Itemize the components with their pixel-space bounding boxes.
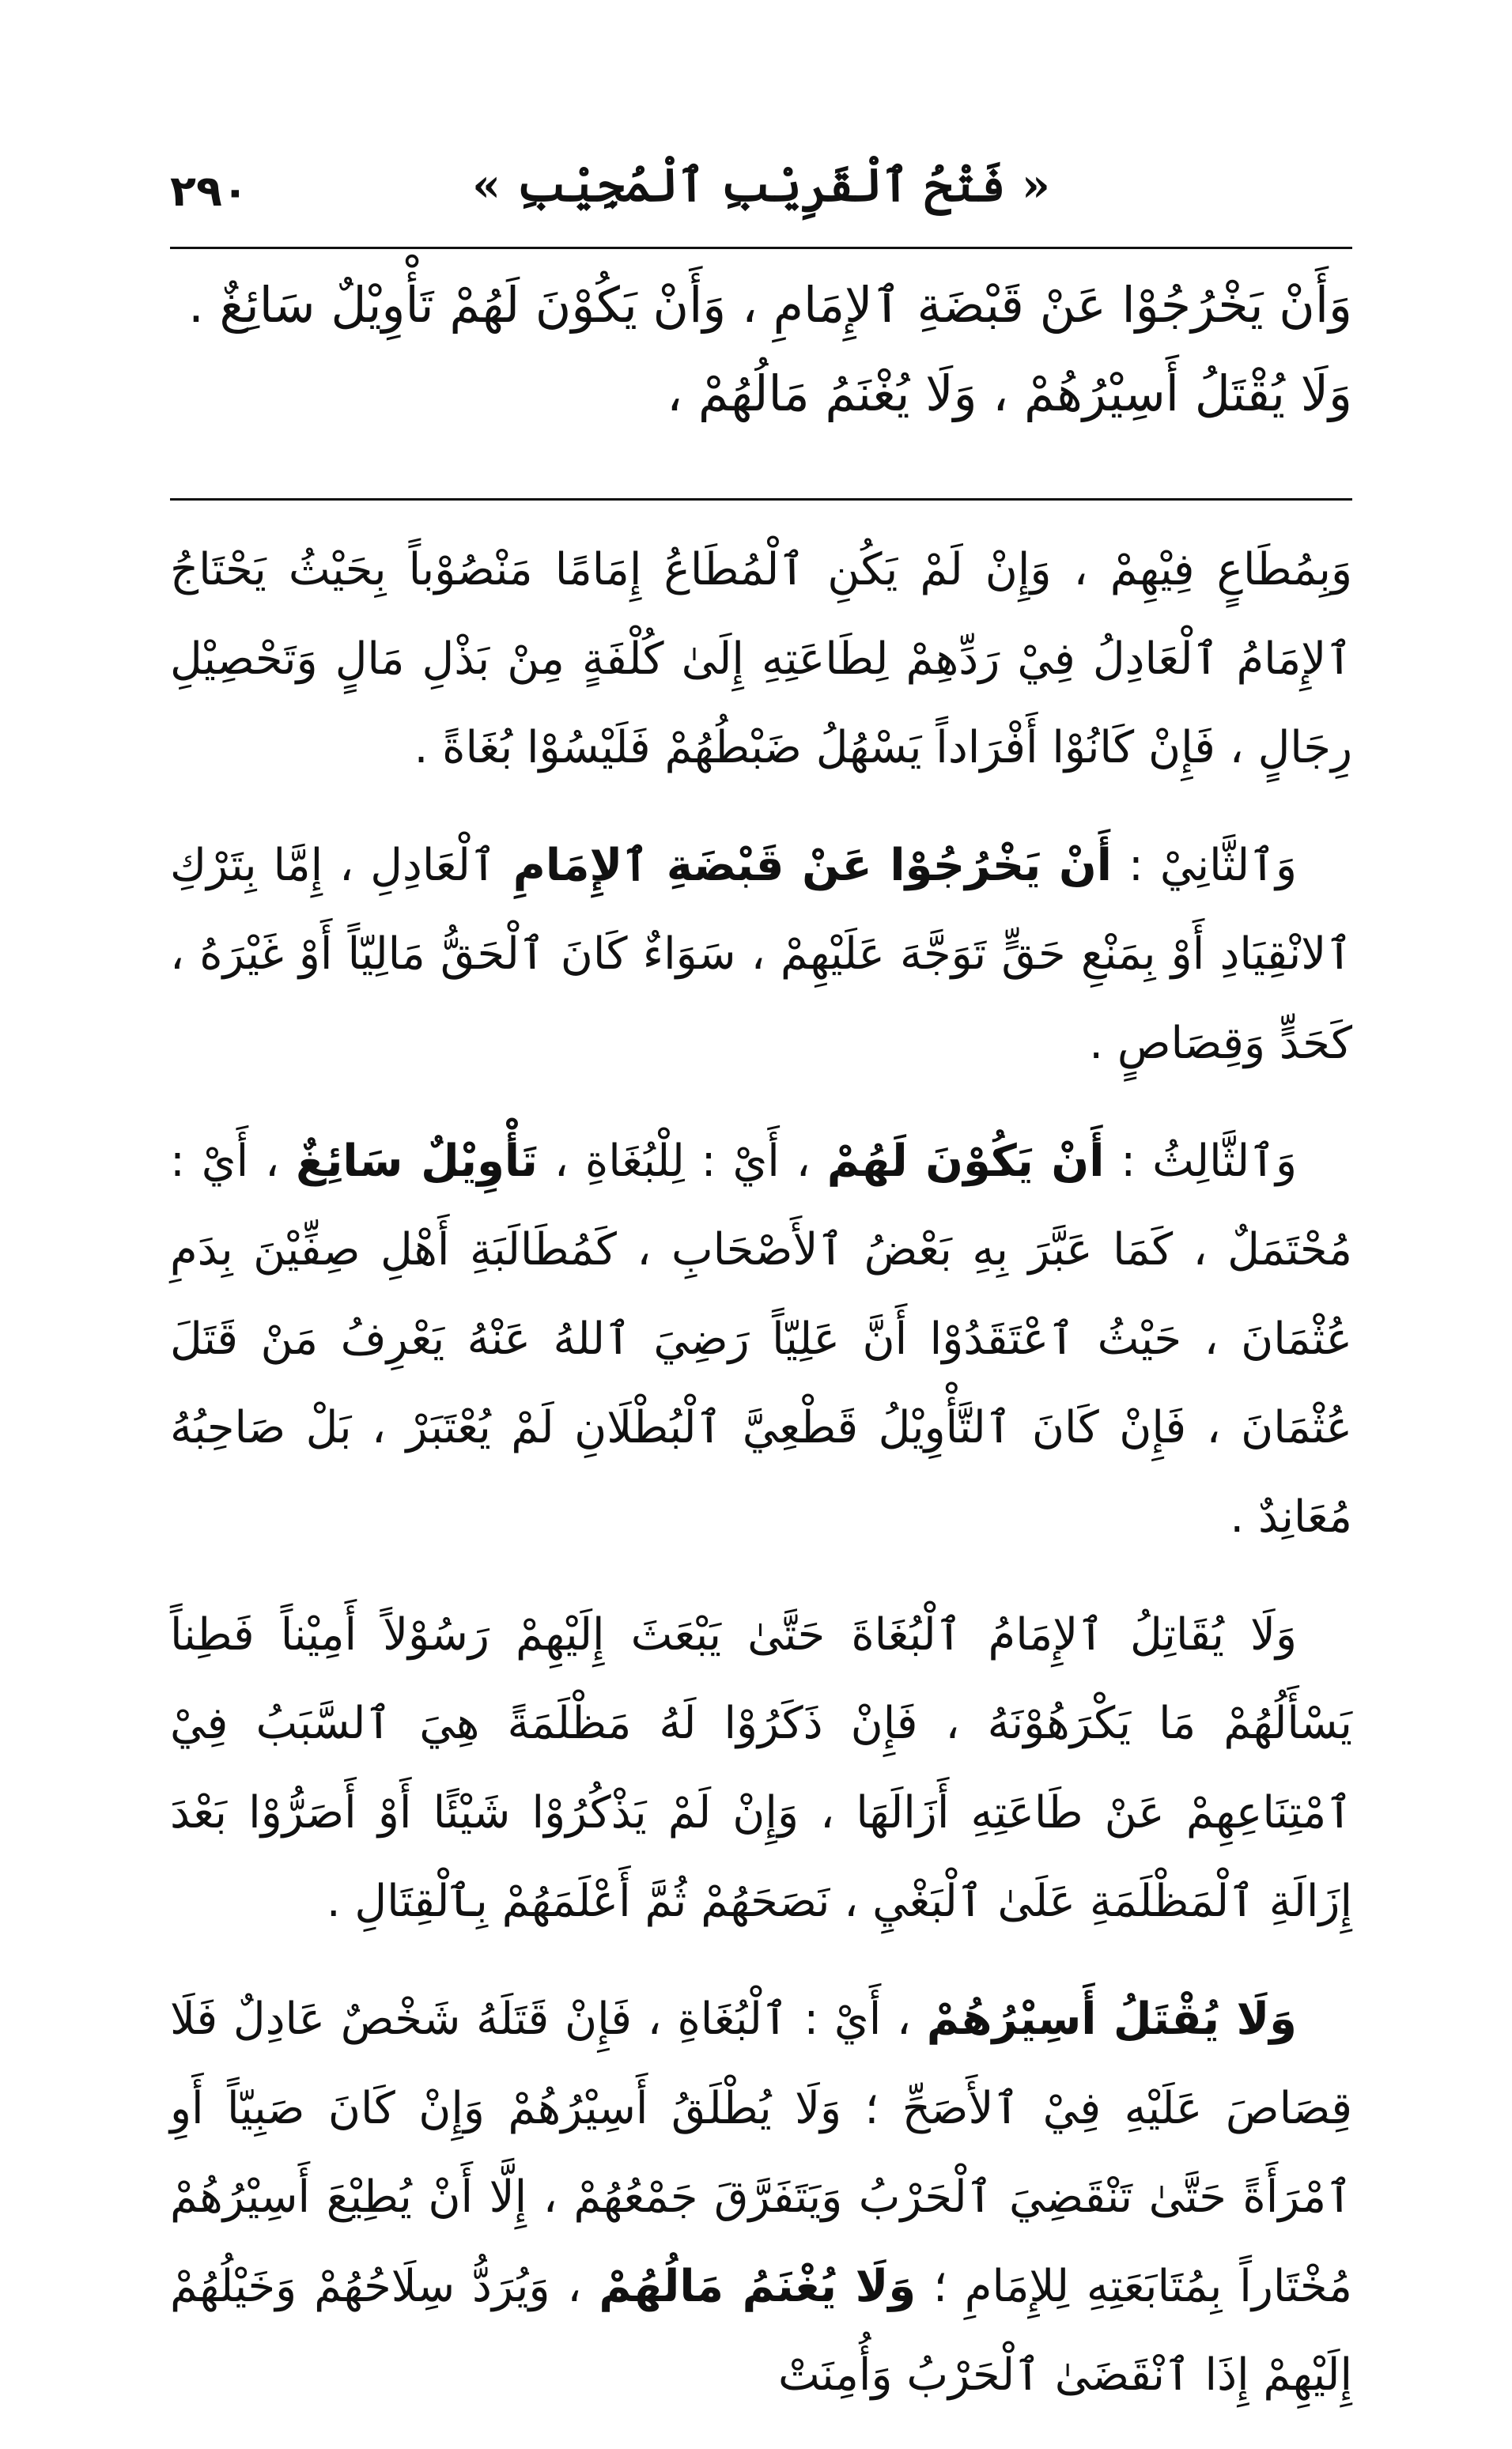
paragraph-3-lead: وَٱلثَّالِثُ : [1104, 1135, 1298, 1187]
paragraph-5-matn-quote-2: وَلَا يُغْنَمُ مَالُهُمْ [599, 2260, 917, 2312]
header-rule [170, 247, 1352, 249]
paragraph-5-text-1: ، أَيْ : ٱلْبُغَاةِ ، فَإِنْ قَتَلَهُ شَخْصٌ عَادِلٌ فَلَا قِصَاصَ عَلَيْهِ فِيْ ٱلأَصَحِّ ؛ وَلَا يُطْلَقُ أَسِيْرُهُمْ وَإِنْ كَانَ صَبِيّاً أَوِ ٱمْرَأَةً حَتَّىٰ تَنْقَضِيَ ٱلْحَرْبُ وَيَتَفَرَّقَ جَمْعُهُمْ ، إِلَّا أَنْ يُطِيْعَ أَسِيْرُهُمْ مُخْتَاراً بِمُتَابَعَتِهِ لِلإِمَامِ ؛ [170, 1993, 1352, 2312]
paragraph-5 [170, 1975, 1352, 2421]
paragraph-5-matn-quote-1: وَلَا يُقْتَلُ أَسِيْرُهُمْ [926, 1993, 1297, 2045]
paragraph-2-lead: وَٱلثَّانِيْ : [1112, 839, 1298, 891]
matn-line-1: وَأَنْ يَخْرُجُوْا عَنْ قَبْضَةِ ٱلإِمَامِ ، وَأَنْ يَكُوْنَ لَهُمْ تَأْوِيْلٌ سَائِغٌ . [188, 276, 1352, 334]
page-number: ٢٩٠ [170, 166, 248, 216]
paragraph-3-matn-quote-2: تَأْوِيْلٌ سَائِغٌ [296, 1135, 538, 1187]
paragraph-3 [170, 1117, 1352, 1563]
paragraph-3-matn-quote-1: أَنْ يَكُوْنَ لَهُمْ [826, 1135, 1105, 1187]
matn-block [170, 261, 1352, 438]
paragraph-5-text-2: ، وَيُرَدُّ سِلَاحُهُمْ وَخَيْلُهُمْ إِلَيْهِمْ إِذَا ٱنْقَضَىٰ ٱلْحَرْبُ وَأُمِنَتْ [170, 2260, 1352, 2402]
paragraph-3-text: ، أَيْ : مُحْتَمَلٌ ، كَمَا عَبَّرَ بِهِ بَعْضُ ٱلأَصْحَابِ ، كَمُطَالَبَةِ أَهْلِ صِفِّيْنَ بِدَمِ عُثْمَانَ ، حَيْثُ ٱعْتَقَدُوْا أَنَّ عَلِيّاً رَضِيَ ٱللهُ عَنْهُ يَعْرِفُ مَنْ قَتَلَ عُثْمَانَ ، فَإِنْ كَانَ ٱلتَّأْوِيْلُ قَطْعِيَّ ٱلْبُطْلَانِ لَمْ يُعْتَبَرْ ، بَلْ صَاحِبُهُ مُعَانِدٌ . [170, 1135, 1352, 1543]
running-title: « فَتْحُ ٱلْقَرِيْبِ ٱلْمُجِيْبِ » [471, 158, 1050, 212]
paragraph-3-gloss: ، أَيْ : لِلْبُغَاةِ ، [537, 1135, 827, 1187]
paragraph-2 [170, 822, 1352, 1089]
paragraph-4: وَلَا يُقَاتِلُ ٱلإِمَامُ ٱلْبُغَاةَ حَتَّىٰ يَبْعَثَ إِلَيْهِمْ رَسُوْلاً أَمِيْناً فَطِناً يَسْأَلُهُمْ مَا يَكْرَهُوْنَهُ ، فَإِنْ ذَكَرُوْا لَهُ مَظْلَمَةً هِيَ ٱلسَّبَبُ فِيْ ٱمْتِنَاعِهِمْ عَنْ طَاعَتِهِ أَزَالَهَا ، وَإِنْ لَمْ يَذْكُرُوْا شَيْئًا أَوْ أَصَرُّوْا بَعْدَ إِزَالَةِ ٱلْمَظْلَمَةِ عَلَىٰ ٱلْبَغْيِ ، نَصَحَهُمْ ثُمَّ أَعْلَمَهُمْ بِٱلْقِتَالِ . [170, 1608, 1352, 1928]
matn-line-2: وَلَا يُقْتَلُ أَسِيْرُهُمْ ، وَلَا يُغْنَمُ مَالُهُمْ ، [667, 365, 1352, 422]
paragraph-2-text: ٱلْعَادِلِ ، إِمَّا بِتَرْكِ ٱلانْقِيَادِ أَوْ بِمَنْعِ حَقٍّ تَوَجَّهَ عَلَيْهِمْ ، سَوَاءٌ كَانَ ٱلْحَقُّ مَالِيّاً أَوْ غَيْرَهُ ، كَحَدٍّ وَقِصَاصٍ . [170, 839, 1352, 1069]
running-header [170, 134, 1352, 229]
matn-separator-rule [170, 498, 1352, 501]
paragraph-1: وَبِمُطَاعٍ فِيْهِمْ ، وَإِنْ لَمْ يَكُنِ ٱلْمُطَاعُ إِمَامًا مَنْصُوْباً بِحَيْثُ يَحْتَاجُ ٱلإِمَامُ ٱلْعَادِلُ فِيْ رَدِّهِمْ لِطَاعَتِهِ إِلَىٰ كُلْفَةٍ مِنْ بَذْلِ مَالٍ وَتَحْصِيْلِ رِجَالٍ ، فَإِنْ كَانُوْا أَفْرَاداً يَسْهُلُ ضَبْطُهُمْ فَلَيْسُوْا بُغَاةً . [170, 544, 1352, 774]
commentary-body [170, 526, 1352, 2449]
paragraph-2-matn-quote: أَنْ يَخْرُجُوْا عَنْ قَبْضَةِ ٱلإِمَامِ [512, 839, 1113, 891]
